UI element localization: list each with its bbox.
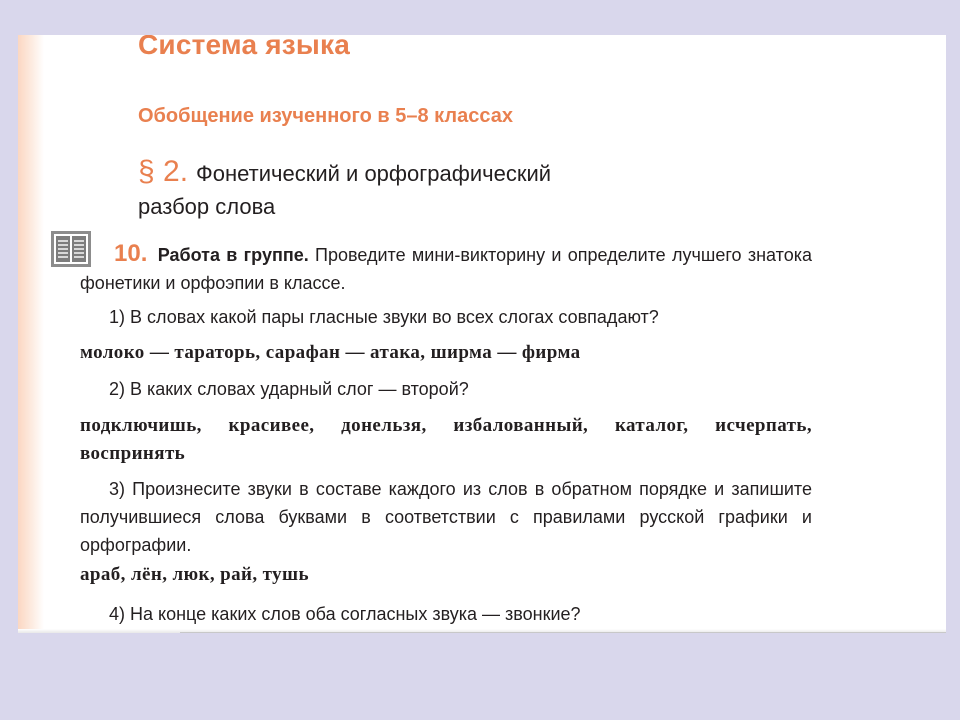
- paragraph-number: § 2.: [138, 155, 189, 188]
- exercise-lead: Работа в группе.: [157, 245, 309, 265]
- words-2: подключишь, красивее, донельзя, избалованный, каталог, исчерпать, воспринять: [80, 415, 812, 464]
- paragraph-heading: [138, 155, 551, 223]
- exercise-intro: [80, 240, 812, 297]
- paragraph-title-line2: разбор слова: [138, 194, 276, 219]
- paragraph-title: Фонетический и орфографический: [196, 161, 552, 186]
- question-4: 4) На конце каких слов оба согласных звука — звонкие?: [109, 604, 581, 624]
- question-2: 2) В каких словах ударный слог — второй?: [109, 379, 469, 399]
- words-3: араб, лён, люк, рай, тушь: [80, 564, 309, 585]
- words-1: молоко — тараторь, сарафан — атака, ширма — фирма: [80, 342, 581, 363]
- textbook-page: [18, 35, 946, 633]
- question-1: 1) В словах какой пары гласные звуки во всех слогах совпадают?: [109, 307, 659, 327]
- exercise-number: 10.: [114, 240, 148, 267]
- page-margin-strip: [18, 35, 44, 633]
- page-bottom-rule: [180, 632, 946, 633]
- question-3: 3) Произнесите звуки в составе каждого из слов в обратном порядке и запишите получившиеся слова буквами в соответствии с правилами русской графики и орфографии.: [80, 479, 812, 555]
- section-title: Система языка: [138, 35, 350, 60]
- exercise-text: Проведите мини-викторину и определите лучшего знатока фонетики и орфоэпии в классе.: [80, 245, 812, 293]
- subtitle: Обобщение изученного в 5–8 классах: [138, 105, 513, 127]
